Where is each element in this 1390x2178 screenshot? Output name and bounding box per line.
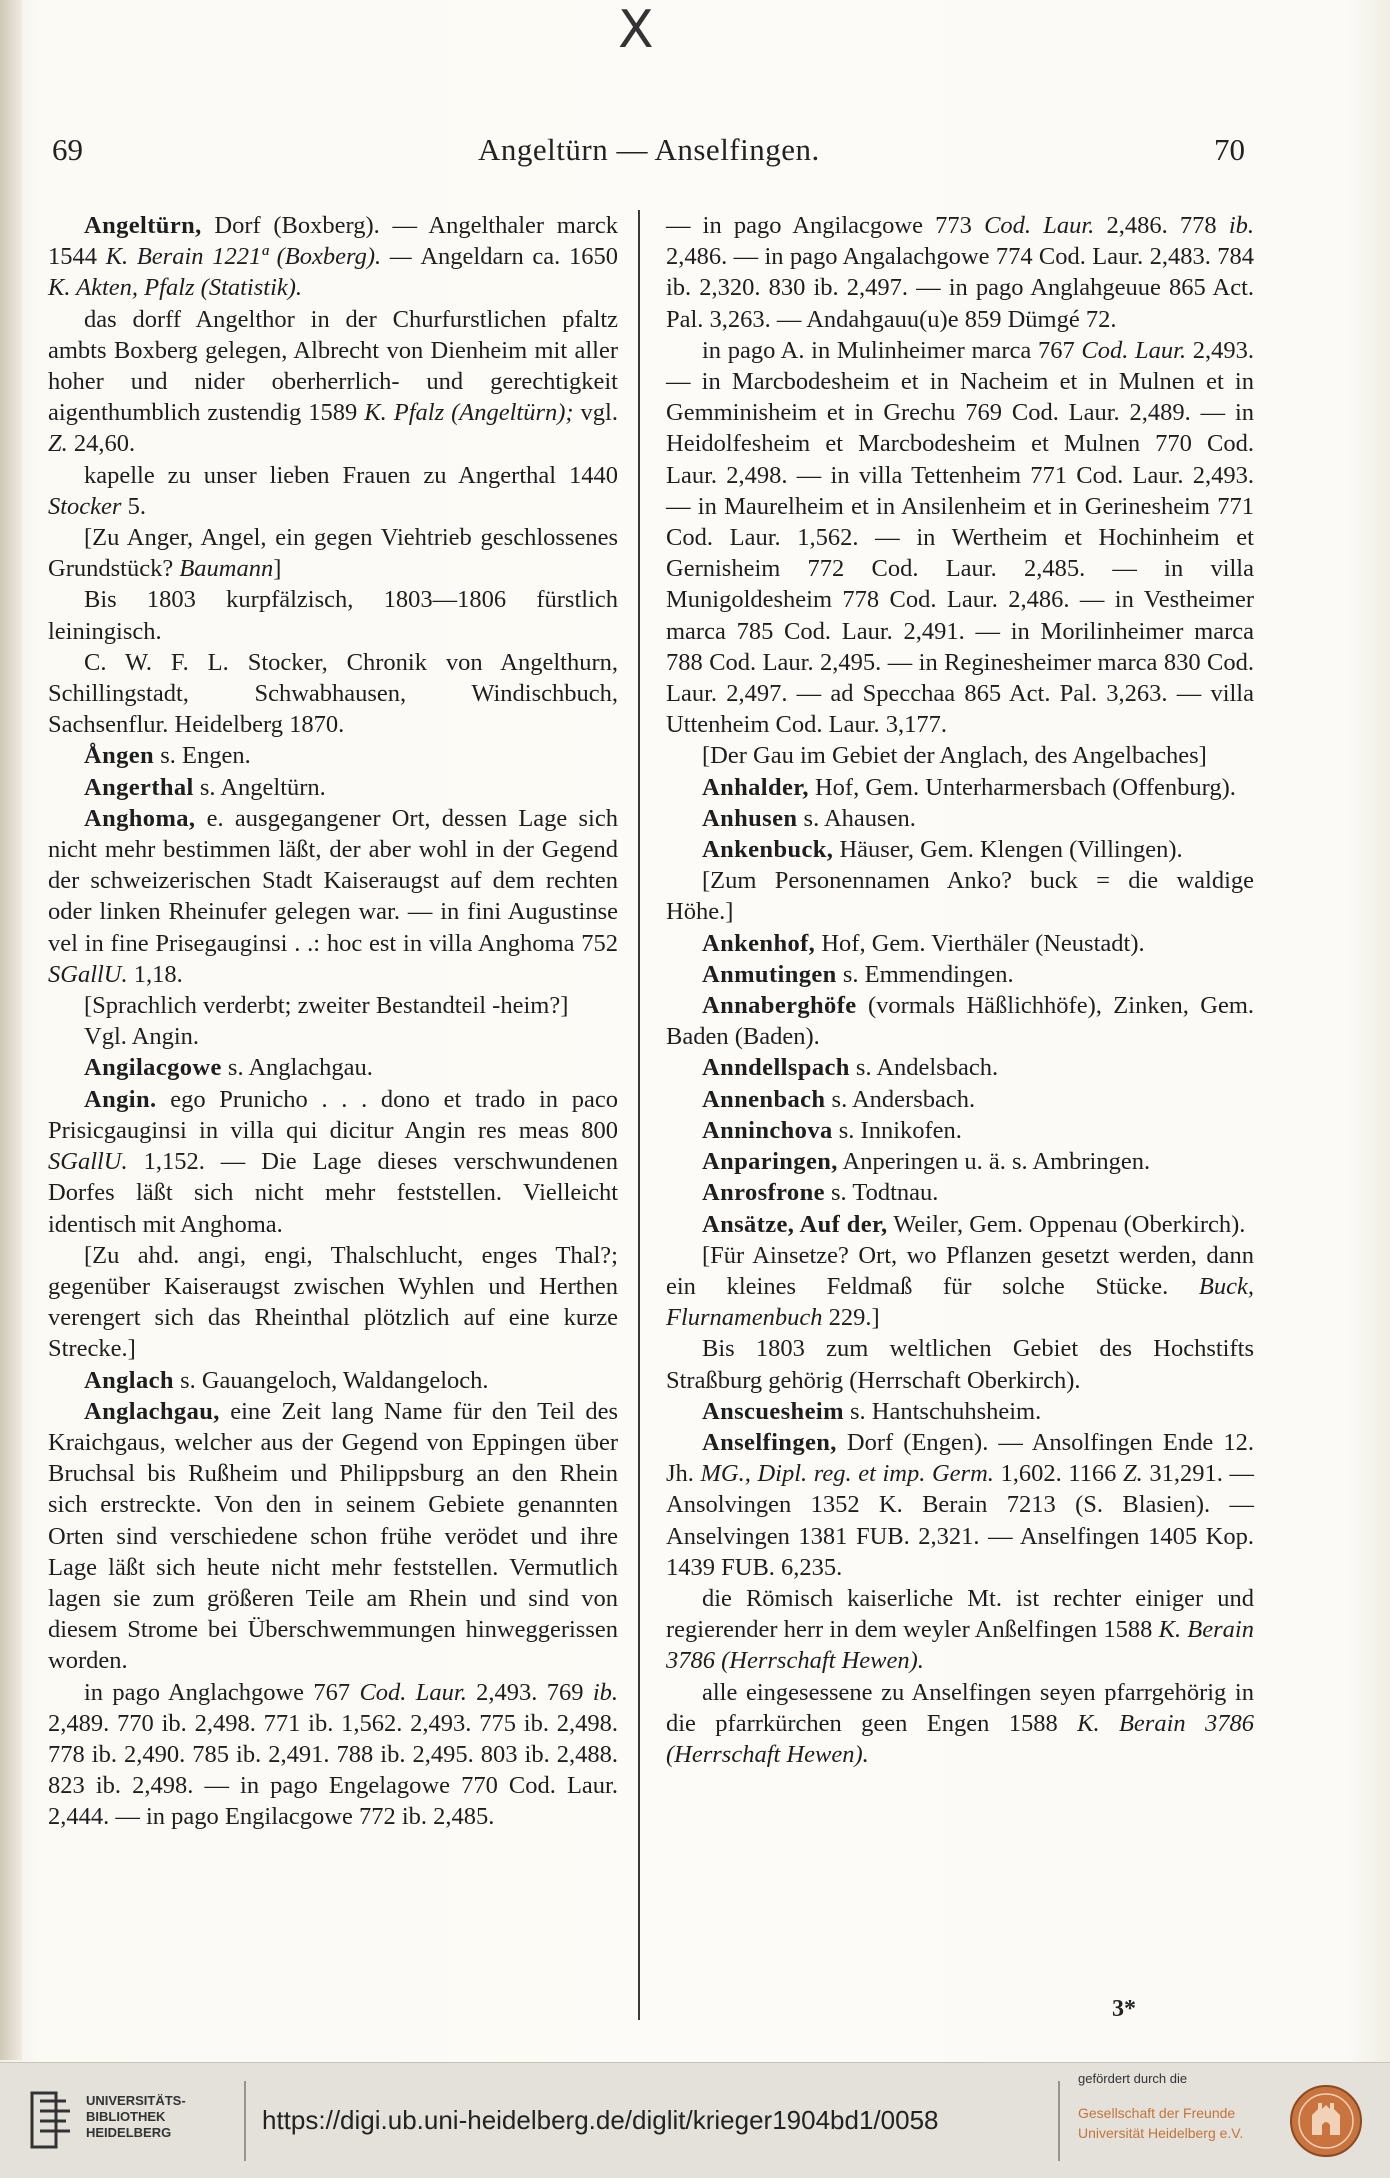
entry-text: 2,489. 770 ib. 2,498. 771 ib. 1,562. 2,493. 775 ib. 2,498. 778 ib. 2,490. 785 ib. 2,491. 788 ib. 2,495. 803 ib. 2,488. 823 ib. 2,498. — in pago Engelagowe 770 Cod. Laur. 2,444. — in pago Engilacgowe 772 ib. 2,485. bbox=[48, 1709, 618, 1831]
lexicon-entry bbox=[666, 1146, 1254, 1177]
source-citation: Baumann bbox=[179, 555, 274, 583]
lexicon-entry bbox=[666, 772, 1254, 803]
entry-text: [Zum Personennamen Anko? buck = die waldige Höhe.] bbox=[666, 867, 1254, 926]
lexicon-entry bbox=[666, 1427, 1254, 1583]
entry-paragraph bbox=[666, 210, 1254, 335]
entry-text: 24,60. bbox=[67, 430, 136, 458]
entry-headword: Anselfingen, bbox=[702, 1428, 837, 1456]
entry-text: [Sprachlich verderbt; zweiter Bestandteil -heim?] bbox=[84, 992, 569, 1020]
lexicon-entry bbox=[666, 1396, 1254, 1427]
entry-text: Bis 1803 zum weltlichen Gebiet des Hochstifts Straßburg gehörig (Herrschaft Oberkirch). bbox=[666, 1335, 1254, 1394]
entry-headword: Ången bbox=[84, 742, 155, 770]
lexicon-entry bbox=[48, 1365, 618, 1396]
entry-headword: Anglachgau, bbox=[84, 1397, 220, 1425]
entry-paragraph bbox=[666, 1583, 1254, 1677]
entry-paragraph bbox=[48, 460, 618, 522]
signature-mark: 3* bbox=[1112, 1996, 1136, 2022]
entry-paragraph bbox=[666, 740, 1254, 771]
entry-headword: Angeltürn, bbox=[84, 212, 202, 239]
entry-headword: Anglach bbox=[84, 1366, 174, 1394]
entry-headword: Anscuesheim bbox=[702, 1397, 844, 1425]
entry-text: 1,152. — Die Lage dieses verschwundenen Dorfes läßt sich nicht mehr feststellen. Vielleicht identisch mit Anghoma. bbox=[48, 1148, 618, 1238]
source-citation: MG., Dipl. reg. et imp. Germ. bbox=[700, 1460, 994, 1488]
entry-paragraph bbox=[666, 1240, 1254, 1334]
lexicon-entry bbox=[666, 928, 1254, 959]
entry-text: Weiler, Gem. Oppenau (Oberkirch). bbox=[887, 1210, 1246, 1238]
entry-text: 2,493. 769 bbox=[466, 1678, 593, 1706]
entry-paragraph bbox=[48, 1240, 618, 1365]
entry-headword: Angerthal bbox=[84, 773, 194, 801]
entry-text: Bis 1803 kurpfälzisch, 1803—1806 fürstlich leiningisch. bbox=[48, 586, 618, 645]
entry-paragraph bbox=[666, 335, 1254, 741]
entry-paragraph bbox=[48, 304, 618, 460]
lexicon-entry bbox=[48, 1052, 618, 1083]
page-number-right: 70 bbox=[1214, 132, 1245, 167]
entry-text: vgl. bbox=[573, 399, 618, 427]
lexicon-entry bbox=[666, 990, 1254, 1052]
entry-text: Vgl. Angin. bbox=[84, 1023, 200, 1051]
entry-text: 229.] bbox=[822, 1304, 880, 1332]
entry-headword: Ansätze, Auf der, bbox=[702, 1210, 888, 1238]
society-name: Gesellschaft der Freunde Universität Heidelberg e.V. bbox=[1078, 2105, 1244, 2141]
entry-text: Dorf (Boxberg). — Angelthaler marck 1544 bbox=[48, 212, 618, 271]
lexicon-entry bbox=[666, 1052, 1254, 1083]
entry-headword: Anninchova bbox=[702, 1116, 833, 1144]
entry-text: e. ausgegangener Ort, dessen Lage sich nicht mehr bestimmen läßt, der aber wohl in der Gegend der schweizerischen Stadt Kaiseraugst auf dem rechten oder linken Rheinufer gelegen war. — in fini Augustinse vel in fine Prisegauginsi . .: hoc est in villa Anghoma 752 bbox=[48, 804, 618, 957]
lexicon-entry bbox=[666, 834, 1254, 865]
entry-paragraph bbox=[48, 1677, 618, 1833]
entry-paragraph bbox=[48, 584, 618, 646]
entry-text: ego Prunicho . . . dono et trado in paco Prisicgauginsi in villa qui dicitur Angin res meas 800 bbox=[48, 1085, 618, 1144]
lexicon-entry bbox=[666, 1084, 1254, 1115]
entry-text: [Der Gau im Gebiet der Anglach, des Angelbaches] bbox=[702, 742, 1207, 770]
source-citation: K. Pfalz (Angeltürn); bbox=[364, 399, 574, 427]
entry-text: 1,602. 1166 bbox=[993, 1460, 1124, 1488]
entry-text: Angeldarn ca. 1650 bbox=[420, 243, 618, 271]
entry-text: (vormals Häßlichhöfe), Zinken, Gem. Baden (Baden). bbox=[666, 992, 1254, 1051]
entry-headword: Anhusen bbox=[702, 804, 798, 832]
entry-text: in pago Anglachgowe 767 bbox=[84, 1678, 360, 1706]
entry-text: 1,18. bbox=[127, 960, 183, 988]
entry-text: die Römisch kaiserliche Mt. ist rechter einiger und regierender herr in dem weyler Anßelfingen 1588 bbox=[666, 1584, 1254, 1644]
lexicon-entry bbox=[48, 1084, 618, 1240]
entry-text: eine Zeit lang Name für den Teil des Kraichgaus, welcher aus der Gegend von Eppingen über Bruchsal bis Rußheim und Philippsburg an den Rhein sich erstreckte. Von den in seinem Gebiete genannten Orten sind verschiedene schon frühe verödet und ihre Lage läßt sich heute nicht mehr feststellen. Vermutlich lagen sie zum größeren Teile am Rhein und sind von diesem Strome bei Überschwemmungen hinweggerissen worden. bbox=[48, 1397, 618, 1675]
entry-text: s. Andelsbach. bbox=[849, 1054, 999, 1082]
entry-headword: Ankenbuck, bbox=[702, 836, 834, 864]
source-citation: ib. bbox=[1228, 212, 1255, 239]
entry-text: kapelle zu unser lieben Frauen zu Angerthal 1440 bbox=[84, 461, 618, 489]
binding-shadow bbox=[0, 0, 22, 2060]
permalink[interactable]: https://digi.ub.uni-heidelberg.de/diglit/krieger1904bd1/0058 bbox=[262, 2105, 939, 2135]
footer-separator bbox=[1058, 2081, 1060, 2161]
funded-by-label: gefördert durch die bbox=[1078, 2071, 1188, 2086]
entry-text: in pago A. in Mulinheimer marca 767 bbox=[702, 336, 1082, 364]
entry-headword: Anrosfrone bbox=[702, 1179, 825, 1207]
entry-headword: Anhalder, bbox=[702, 773, 809, 801]
source-citation: Buck, Flurnamenbuch bbox=[666, 1272, 1254, 1332]
entry-text: Hof, Gem. Unterharmersbach (Offenburg). bbox=[808, 773, 1236, 801]
entry-text: [Für Ainsetze? Ort, wo Pflanzen gesetzt werden, dann ein kleines Feldmaß für solche Stücke. bbox=[666, 1241, 1254, 1300]
entry-text: alle eingesessene zu Anselfingen seyen pfarrgehörig in die pfarrkürchen geen Engen 1588 bbox=[666, 1678, 1254, 1737]
lexicon-entry bbox=[48, 1396, 618, 1677]
footer-separator bbox=[244, 2081, 246, 2161]
entry-text: s. Angeltürn. bbox=[193, 773, 326, 801]
source-citation: K. Berain 3786 (Herrschaft Hewen). bbox=[666, 1709, 1254, 1768]
lexicon-entry bbox=[48, 740, 618, 771]
entry-text: s. Engen. bbox=[154, 742, 251, 770]
entry-text: 2,486. 778 bbox=[1094, 212, 1229, 239]
source-citation: K. Akten, Pfalz (Statistik). bbox=[48, 274, 303, 302]
entry-text: 2,493. — in Marcbodesheim et in Nacheim et in Mulnen et in Gemminisheim et in Grechu 769 Cod. Laur. 2,489. — in Heidolfesheim et Marcbodesheim et Mulnen 770 Cod. Laur. 2,498. — in villa Tettenheim 771 Cod. Laur. 2,493. — in Maurelheim et in Ansilenheim et in Gerinesheim 771 Cod. Laur. 1,562. — in Wertheim et Hochinheim et Gernisheim 772 Cod. Laur. 2,485. — in villa Munigoldesheim 778 Cod. Laur. 2,486. — in Vestheimer marca 785 Cod. Laur. 2,491. — in Morilinheimer marca 788 Cod. Laur. 2,495. — in Reginesheimer marca 830 Cod. Laur. 2,497. — ad Specchaa 865 Act. Pal. 3,263. — villa Uttenheim Cod. Laur. 3,177. bbox=[666, 336, 1254, 739]
entry-text: [Zu ahd. angi, engi, Thalschlucht, enges Thal?; gegenüber Kaiseraugst zwischen Wyhlen und Herthen verengert sich das Rheinthal plötzlich auf eine kurze Strecke.] bbox=[48, 1241, 618, 1363]
entry-text: 31,291. — Ansolvingen 1352 K. Berain 7213 (S. Blasien). — Anselvingen 1381 FUB. 2,321. — Anselfingen 1405 Kop. 1439 FUB. 6,235. bbox=[666, 1460, 1254, 1581]
entry-text: C. W. F. L. Stocker, Chronik von Angelthurn, Schillingstadt, Schwabhausen, Windischbuch, Sachsenflur. Heidelberg 1870. bbox=[48, 648, 618, 739]
entry-paragraph bbox=[666, 1333, 1254, 1395]
entry-paragraph bbox=[48, 647, 618, 741]
lexicon-entry bbox=[48, 772, 618, 803]
entry-headword: Anghoma, bbox=[84, 804, 196, 832]
source-citation: Stocker bbox=[48, 492, 122, 520]
entry-text: Dorf (Engen). — Ansolfingen Ende 12. Jh. bbox=[666, 1428, 1254, 1488]
entry-headword: Angin. bbox=[84, 1085, 157, 1113]
source-citation: K. Berain 1221ª (Boxberg). — bbox=[105, 243, 421, 271]
source-citation: SGallU. bbox=[48, 1148, 128, 1176]
handwritten-mark: X bbox=[618, 0, 654, 60]
entry-text: Häuser, Gem. Klengen (Villingen). bbox=[833, 836, 1183, 864]
entry-text: Hof, Gem. Vierthäler (Neustadt). bbox=[815, 929, 1145, 957]
entry-paragraph bbox=[48, 522, 618, 584]
lexicon-entry bbox=[48, 210, 618, 304]
lexicon-entry bbox=[666, 959, 1254, 990]
source-citation: Cod. Laur. bbox=[359, 1678, 467, 1706]
left-column bbox=[48, 210, 618, 1833]
running-head: Angeltürn — Anselfingen. bbox=[478, 132, 820, 167]
entry-headword: Annenbach bbox=[702, 1085, 826, 1113]
entry-text: 5. bbox=[121, 492, 146, 520]
source-citation: Cod. Laur. bbox=[1081, 336, 1187, 364]
source-citation: SGallU. bbox=[48, 960, 128, 988]
entry-paragraph bbox=[666, 1677, 1254, 1771]
lexicon-entry bbox=[666, 803, 1254, 834]
source-citation: ib. bbox=[592, 1678, 618, 1706]
entry-headword: Ankenhof, bbox=[702, 929, 816, 957]
entry-paragraph bbox=[48, 990, 618, 1021]
entry-paragraph bbox=[48, 1021, 618, 1052]
entry-text: — in pago Angilacgowe 773 bbox=[666, 212, 985, 239]
entry-text: 2,486. — in pago Angalachgowe 774 Cod. Laur. 2,483. 784 ib. 2,320. 830 ib. 2,497. — in pago Anglahgeuue 865 Act. Pal. 3,263. — Andahgauu(u)e 859 Dümgé 72. bbox=[666, 243, 1254, 333]
society-seal-icon bbox=[1288, 2083, 1364, 2159]
lexicon-entry bbox=[666, 1177, 1254, 1208]
library-name: UNIVERSITÄTS- BIBLIOTHEK HEIDELBERG bbox=[86, 2093, 186, 2140]
entry-text: das dorff Angelthor in der Churfurstlichen pfaltz ambts Boxberg gelegen, Albrecht von Dienheim mit aller hoher und nider oberherrlich- und gerechtigkeit aigenthumblich zustendig 1589 bbox=[48, 305, 618, 427]
entry-text: Anperingen u. ä. s. Ambringen. bbox=[837, 1148, 1151, 1176]
page-number-left: 69 bbox=[52, 132, 83, 167]
entry-text: s. Gauangeloch, Waldangeloch. bbox=[173, 1366, 489, 1394]
entry-text: s. Anglachgau. bbox=[221, 1054, 373, 1082]
source-citation: Z. bbox=[48, 430, 68, 458]
entry-text: s. Innikofen. bbox=[832, 1116, 962, 1144]
entry-headword: Angilacgowe bbox=[84, 1054, 222, 1082]
right-column bbox=[666, 210, 1254, 1770]
lexicon-entry bbox=[48, 803, 618, 990]
entry-text: s. Todtnau. bbox=[824, 1179, 939, 1207]
entry-headword: Anndellspach bbox=[702, 1054, 850, 1082]
source-citation: K. Berain 3786 (Herrschaft Hewen). bbox=[666, 1616, 1254, 1675]
entry-headword: Anmutingen bbox=[702, 960, 837, 988]
column-divider bbox=[638, 210, 640, 2020]
entry-text: s. Andersbach. bbox=[825, 1085, 976, 1113]
source-citation: Cod. Laur. bbox=[984, 212, 1095, 239]
lexicon-entry bbox=[666, 1209, 1254, 1240]
entry-paragraph bbox=[666, 865, 1254, 927]
entry-text: s. Hantschuhsheim. bbox=[843, 1397, 1042, 1425]
entry-text: s. Emmendingen. bbox=[836, 960, 1014, 988]
entry-text: s. Ahausen. bbox=[797, 804, 916, 832]
entry-headword: Anparingen, bbox=[702, 1148, 838, 1176]
source-citation: Z. bbox=[1123, 1460, 1143, 1488]
library-footer bbox=[0, 2062, 1390, 2178]
lexicon-entry bbox=[666, 1115, 1254, 1146]
entry-text: [Zu Anger, Angel, ein gegen Viehtrieb geschlossenes Grundstück? bbox=[48, 524, 618, 583]
entry-headword: Annaberghöfe bbox=[702, 992, 857, 1020]
university-library-logo-icon bbox=[26, 2087, 76, 2153]
entry-text: ] bbox=[273, 555, 282, 583]
